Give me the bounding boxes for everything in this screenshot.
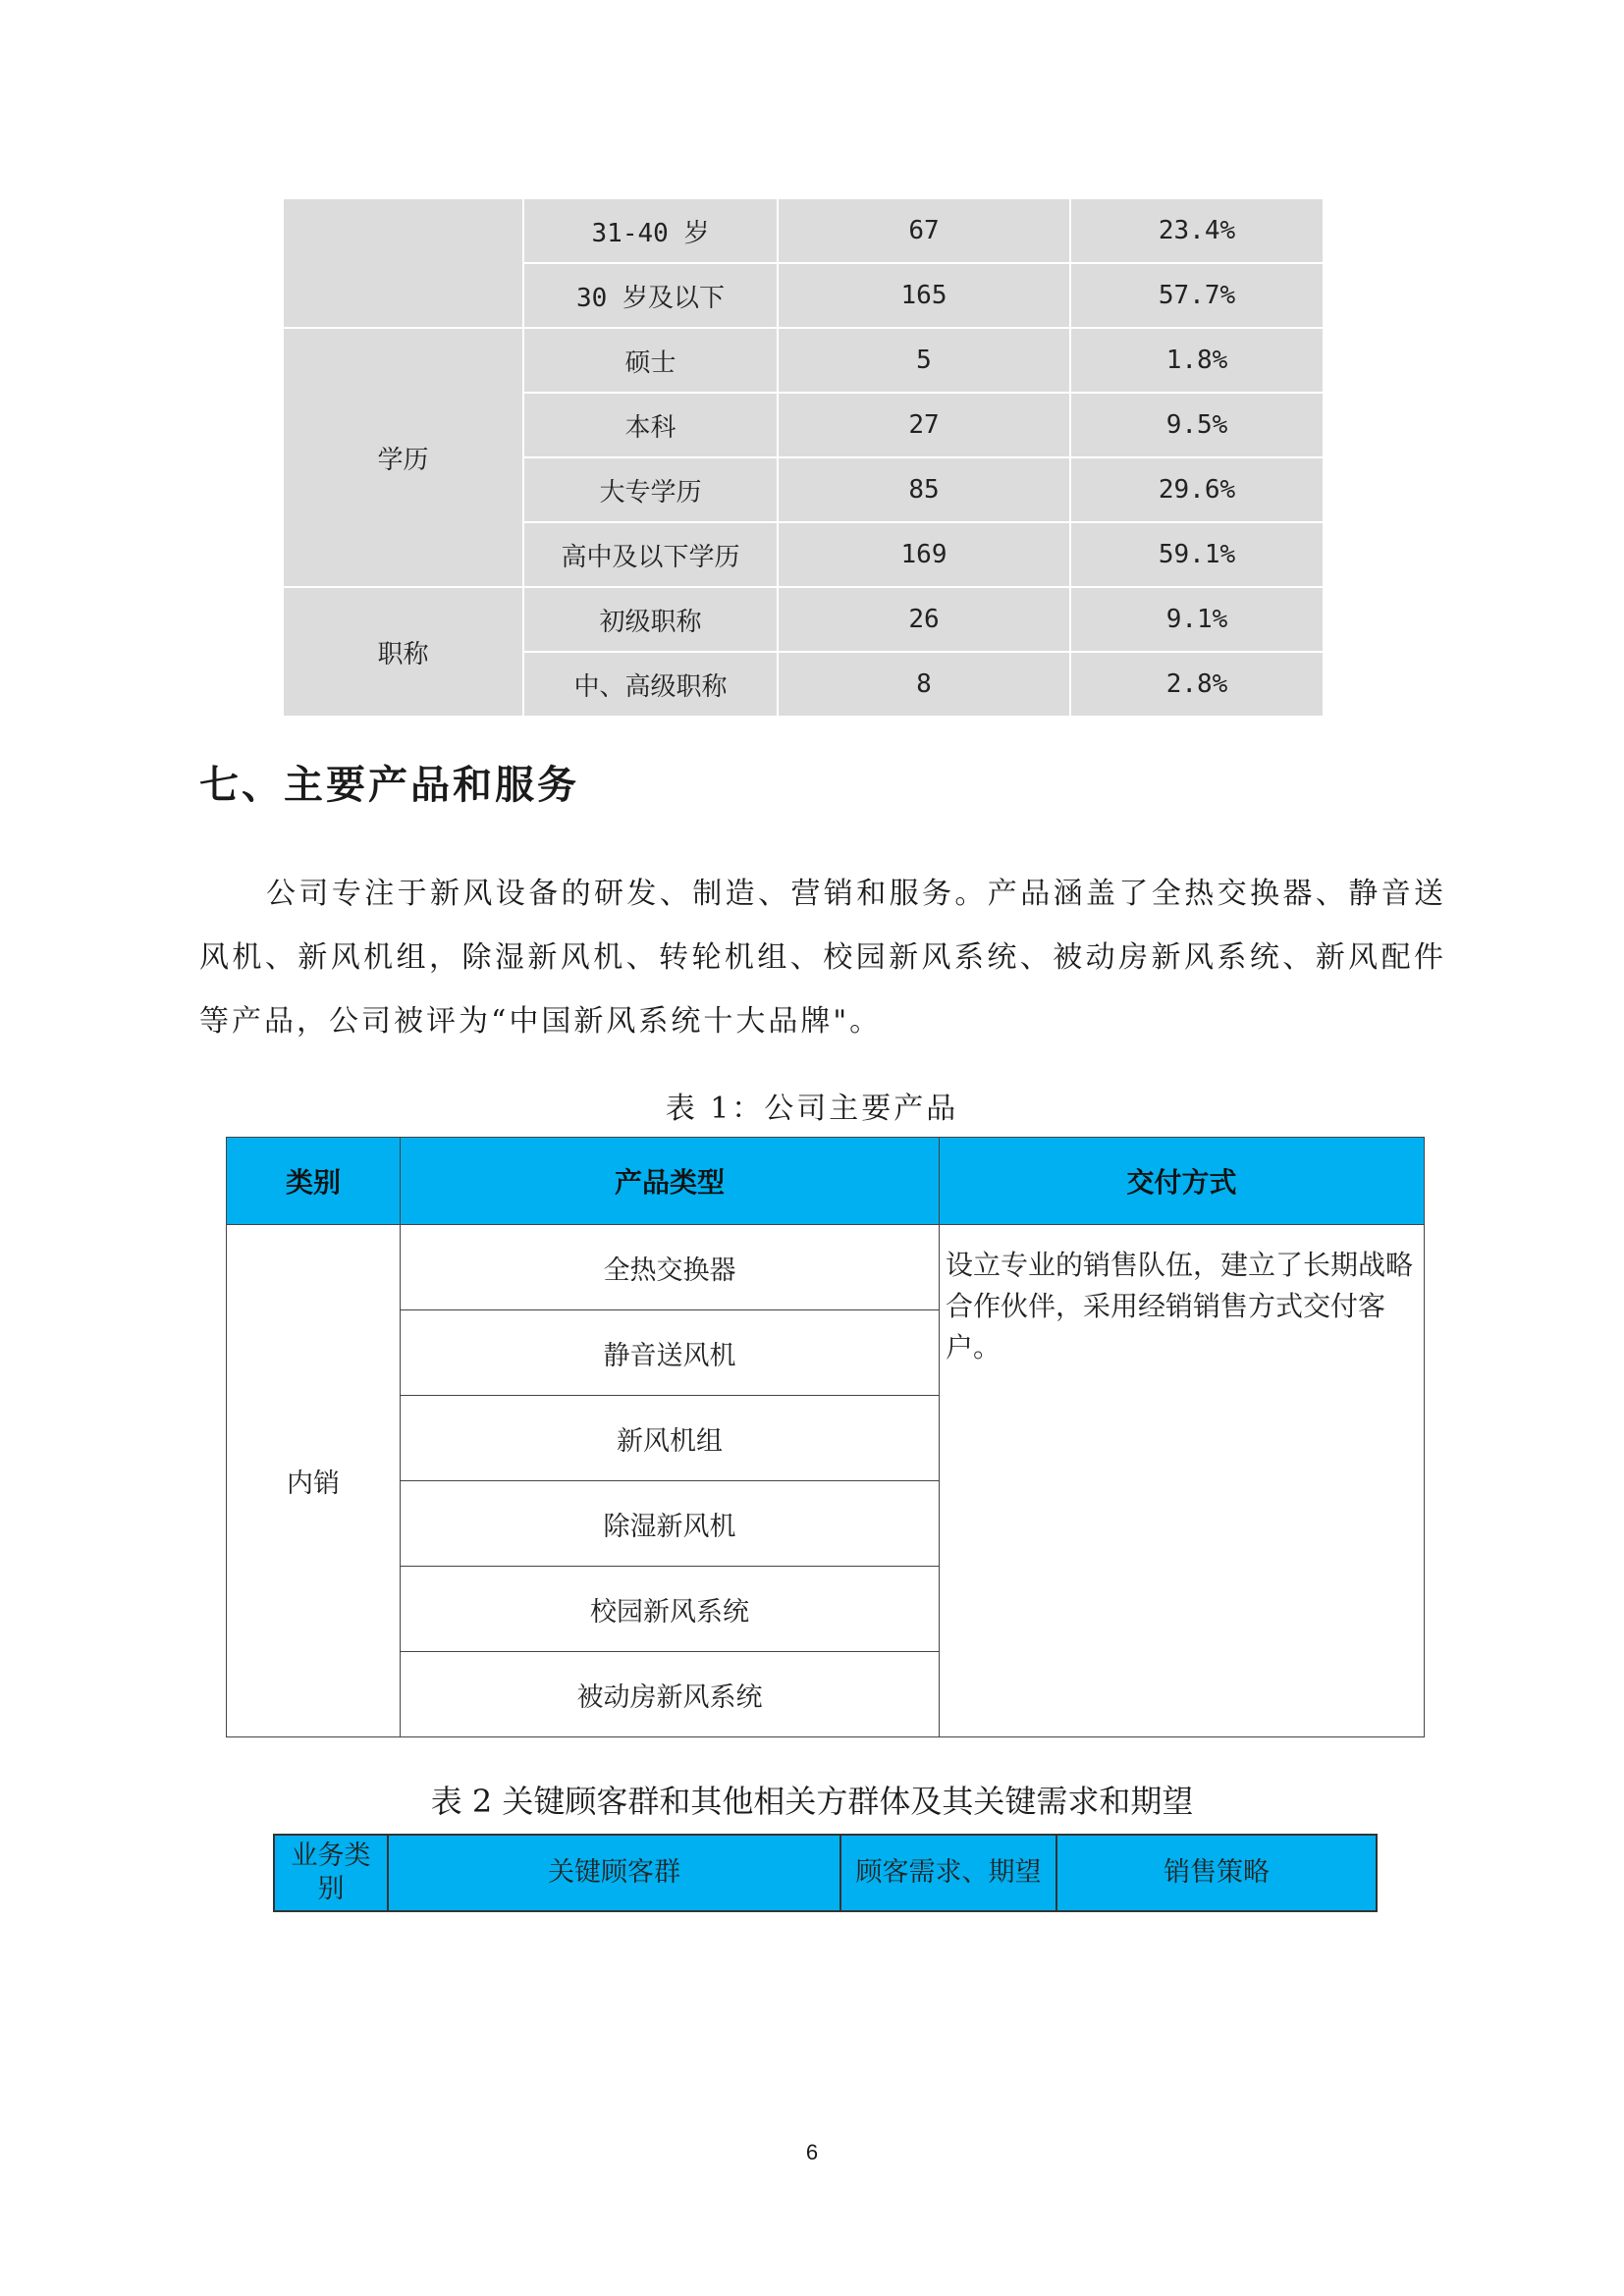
percent-cell: 9.5% xyxy=(1070,393,1323,457)
count-cell: 8 xyxy=(778,652,1070,717)
item-cell: 初级职称 xyxy=(523,587,778,652)
table-row xyxy=(284,328,1323,393)
product-cell: 校园新风系统 xyxy=(401,1567,940,1652)
page-number: 6 xyxy=(805,2140,819,2164)
category-cell xyxy=(284,199,523,328)
count-cell: 165 xyxy=(778,263,1070,328)
section-paragraph: 公司专注于新风设备的研发、制造、营销和服务。产品涵盖了全热交换器、静音送风机、新风机组，除湿新风机、转轮机组、校园新风系统、被动房新风系统、新风配件等产品，公司被评为“中国新风系统十大品牌"。 xyxy=(199,877,1446,1039)
table2-caption: 表 2 关键顾客群和其他相关方群体及其关键需求和期望 xyxy=(430,1783,1194,1820)
category-cell: 职称 xyxy=(284,587,523,717)
item-cell: 本科 xyxy=(523,393,778,457)
product-cell: 除湿新风机 xyxy=(401,1481,940,1567)
table-header-row xyxy=(274,1835,1377,1911)
category-cell: 学历 xyxy=(284,328,523,587)
column-header-sales-strategy: 销售策略 xyxy=(1056,1835,1377,1911)
count-cell: 5 xyxy=(778,328,1070,393)
count-cell: 169 xyxy=(778,522,1070,587)
category-cell: 内销 xyxy=(227,1225,401,1737)
table-row xyxy=(227,1225,1425,1310)
item-cell: 中、高级职称 xyxy=(523,652,778,717)
percent-cell: 1.8% xyxy=(1070,328,1323,393)
item-cell: 大专学历 xyxy=(523,457,778,522)
table1-caption: 表 1：公司主要产品 xyxy=(665,1092,959,1126)
percent-cell: 57.7% xyxy=(1070,263,1323,328)
staff-structure-table xyxy=(284,199,1323,718)
item-cell: 硕士 xyxy=(523,328,778,393)
percent-cell: 9.1% xyxy=(1070,587,1323,652)
item-cell: 31-40 岁 xyxy=(523,199,778,263)
product-cell: 全热交换器 xyxy=(401,1225,940,1310)
item-cell: 30 岁及以下 xyxy=(523,263,778,328)
column-header-product-type: 产品类型 xyxy=(401,1138,940,1225)
count-cell: 26 xyxy=(778,587,1070,652)
table-header-row xyxy=(227,1138,1425,1225)
product-cell: 静音送风机 xyxy=(401,1310,940,1396)
percent-cell: 23.4% xyxy=(1070,199,1323,263)
delivery-cell: 设立专业的销售队伍，建立了长期战略合作伙伴，采用经销销售方式交付客户。 xyxy=(940,1225,1425,1737)
count-cell: 85 xyxy=(778,457,1070,522)
key-customers-table xyxy=(273,1834,1378,1912)
section-heading: 七、主要产品和服务 xyxy=(199,762,579,808)
product-cell: 新风机组 xyxy=(401,1396,940,1481)
table-row xyxy=(284,587,1323,652)
table-row xyxy=(284,199,1323,263)
product-cell: 被动房新风系统 xyxy=(401,1652,940,1737)
main-products-table xyxy=(226,1137,1425,1737)
percent-cell: 59.1% xyxy=(1070,522,1323,587)
item-cell: 高中及以下学历 xyxy=(523,522,778,587)
column-header-business-type: 业务类别 xyxy=(274,1835,388,1911)
column-header-customer-needs: 顾客需求、期望 xyxy=(840,1835,1056,1911)
count-cell: 67 xyxy=(778,199,1070,263)
column-header-delivery: 交付方式 xyxy=(940,1138,1425,1225)
percent-cell: 2.8% xyxy=(1070,652,1323,717)
percent-cell: 29.6% xyxy=(1070,457,1323,522)
column-header-category: 类别 xyxy=(227,1138,401,1225)
count-cell: 27 xyxy=(778,393,1070,457)
column-header-key-customers: 关键顾客群 xyxy=(388,1835,840,1911)
